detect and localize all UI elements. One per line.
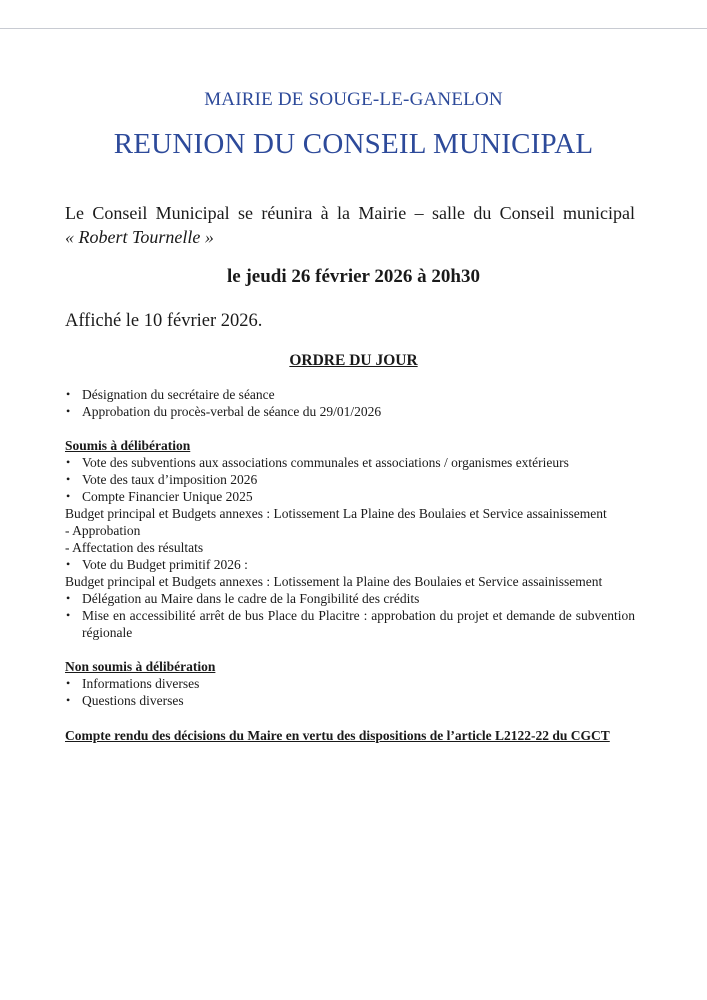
- agenda-subitem: - Affectation des résultats: [65, 540, 204, 555]
- agenda-item: • Vote des subventions aux associations communales et associations / organismes extérieurs: [65, 454, 635, 471]
- agenda-list: [65, 386, 635, 709]
- final-note: Compte rendu des décisions du Maire en vertu des dispositions de l’article L2122-22 du CGCT: [65, 728, 610, 743]
- page-title: REUNION DU CONSEIL MUNICIPAL: [113, 128, 594, 160]
- agenda-item: • Informations diverses: [65, 675, 635, 692]
- agenda-item: • Vote des taux d’imposition 2026: [65, 471, 635, 488]
- agenda-item: • Approbation du procès-verbal de séance du 29/01/2026: [65, 403, 635, 420]
- top-rule: [0, 28, 707, 29]
- intro-paragraph: [65, 201, 635, 249]
- posted-date: Affiché le 10 février 2026.: [65, 311, 263, 331]
- agenda-detail: Budget principal et Budgets annexes : Lotissement La Plaine des Boulaies et Service assainissement: [65, 506, 607, 521]
- mairie-heading: MAIRIE DE SOUGE-LE-GANELON: [204, 89, 503, 110]
- agenda-item: • Questions diverses: [65, 692, 635, 709]
- intro-text: Le Conseil Municipal se réunira à la Mairie – salle du Conseil municipal: [65, 203, 635, 223]
- agenda-subitem: - Approbation: [65, 523, 141, 538]
- agenda-title: ORDRE DU JOUR: [289, 352, 418, 369]
- agenda-item: • Désignation du secrétaire de séance: [65, 386, 635, 403]
- agenda-item: • Compte Financier Unique 2025: [65, 488, 635, 505]
- agenda-item: • Mise en accessibilité arrêt de bus Place du Placitre : approbation du projet et demande de subvention régionale: [65, 607, 635, 641]
- meeting-date: le jeudi 26 février 2026 à 20h30: [227, 266, 480, 287]
- agenda-item: • Vote du Budget primitif 2026 :: [65, 556, 635, 573]
- salle-name: « Robert Tournelle »: [65, 227, 214, 247]
- agenda-item: • Délégation au Maire dans le cadre de la Fongibilité des crédits: [65, 590, 635, 607]
- agenda-detail: Budget principal et Budgets annexes : Lotissement la Plaine des Boulaies et Service assainissement: [65, 574, 603, 589]
- non-deliberation-title: Non soumis à délibération: [65, 659, 216, 674]
- deliberation-title: Soumis à délibération: [65, 438, 191, 453]
